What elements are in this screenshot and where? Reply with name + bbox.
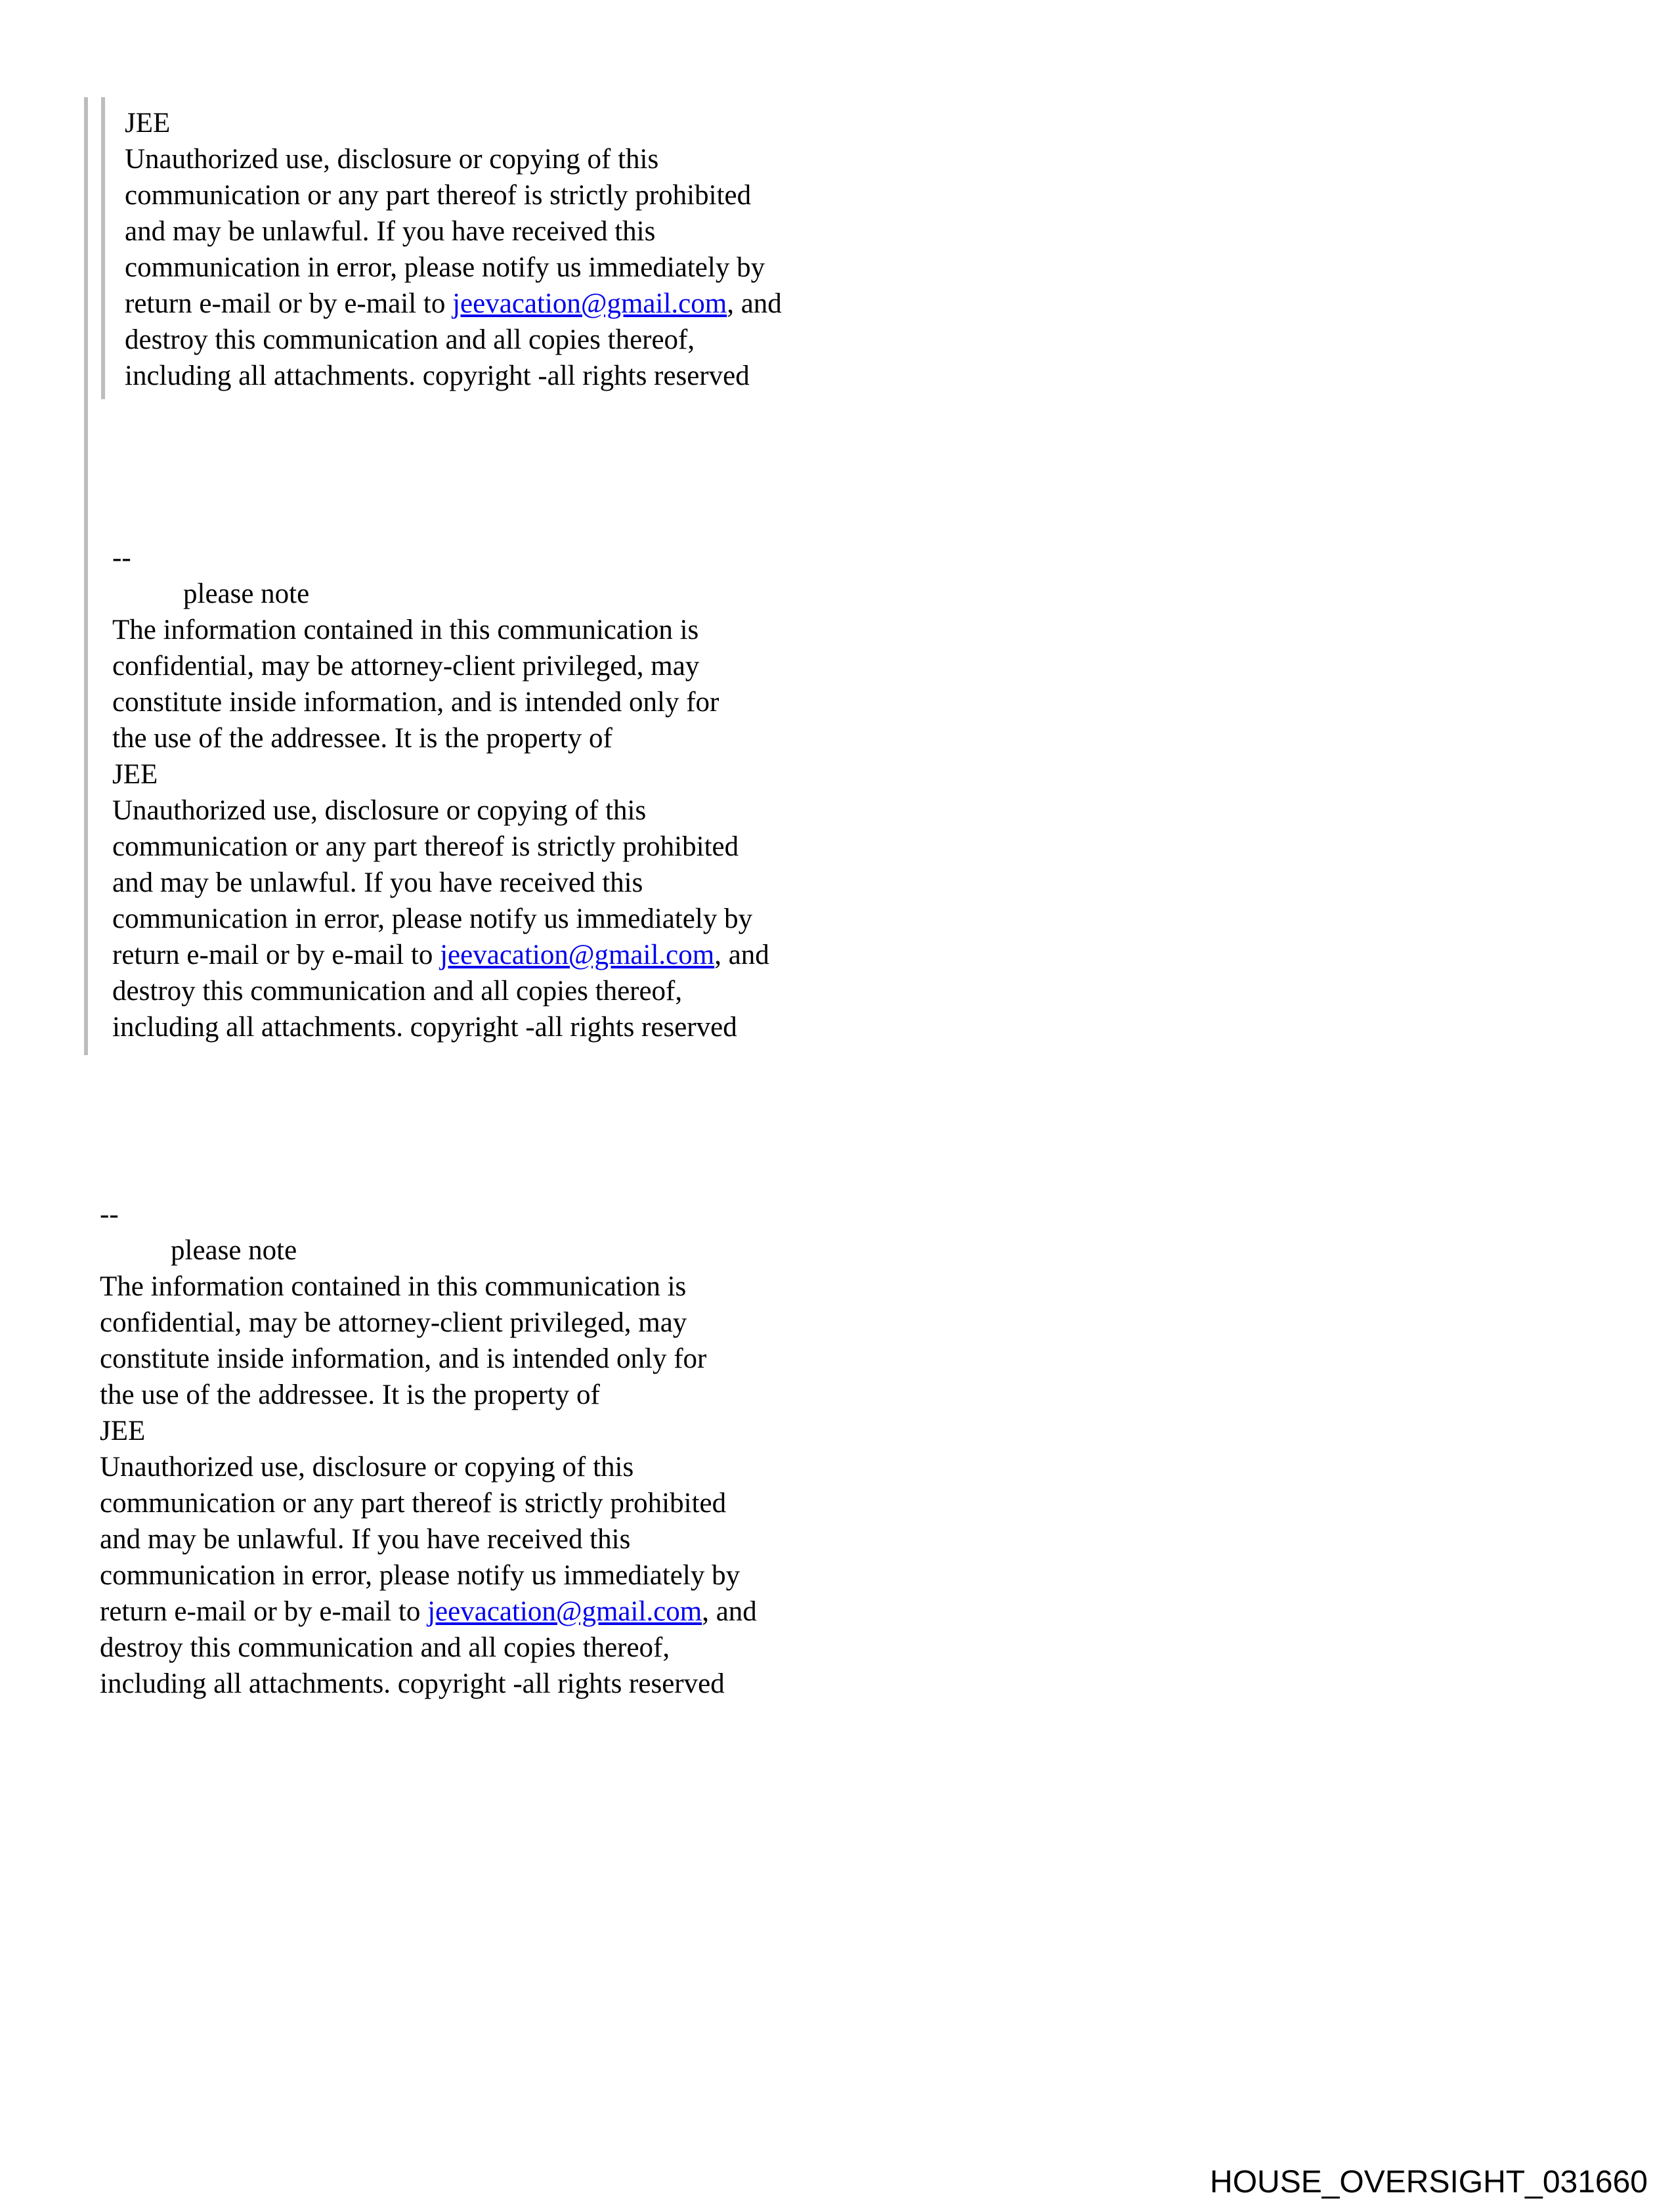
disclaimer-line	[112, 756, 769, 792]
disclaimer-line	[112, 576, 769, 612]
text-segment: including all attachments. copyright -all rights reserved	[125, 360, 750, 391]
text-segment: , and	[714, 940, 769, 970]
disclaimer-line	[112, 865, 769, 901]
disclaimer-line	[125, 141, 782, 177]
disclaimer-line	[100, 1449, 757, 1485]
text-segment: and may be unlawful. If you have received this	[100, 1524, 631, 1555]
text-segment: JEE	[112, 759, 158, 790]
email-link[interactable]: jeevacation@gmail.com	[427, 1596, 702, 1627]
text-segment: communication in error, please notify us immediately by	[100, 1560, 740, 1591]
disclaimer-line	[125, 213, 782, 249]
disclaimer-line	[112, 937, 769, 973]
text-segment: The information contained in this communication is	[112, 615, 699, 645]
text-segment: return e-mail or by e-mail to	[100, 1596, 428, 1627]
text-segment: return e-mail or by e-mail to	[125, 288, 453, 319]
disclaimer-line	[112, 901, 769, 937]
disclaimer-line	[100, 1232, 757, 1269]
disclaimer-line	[112, 1009, 769, 1045]
text-segment: The information contained in this communication is	[100, 1271, 687, 1302]
disclaimer-block-3	[100, 1196, 757, 1702]
text-segment: constitute inside information, and is intended only for	[112, 687, 719, 718]
text-segment: JEE	[100, 1416, 146, 1446]
disclaimer-block-1	[125, 105, 782, 394]
email-link[interactable]: jeevacation@gmail.com	[440, 940, 715, 970]
disclaimer-line	[112, 612, 769, 648]
text-segment: please note	[171, 1235, 297, 1266]
disclaimer-line	[100, 1666, 757, 1702]
text-segment: Unauthorized use, disclosure or copying of this	[100, 1452, 634, 1483]
quote-bar-inner	[101, 97, 105, 399]
disclaimer-line	[125, 358, 782, 394]
disclaimer-line	[100, 1413, 757, 1449]
text-segment: --	[100, 1199, 119, 1230]
disclaimer-line	[100, 1521, 757, 1557]
text-segment: and may be unlawful. If you have received this	[112, 867, 643, 898]
text-segment: the use of the addressee. It is the property of	[100, 1379, 600, 1410]
text-segment: confidential, may be attorney-client privileged, may	[112, 651, 700, 682]
disclaimer-line	[100, 1305, 757, 1341]
text-segment: communication in error, please notify us immediately by	[112, 903, 753, 934]
disclaimer-line	[112, 829, 769, 865]
text-segment: JEE	[125, 108, 171, 139]
text-segment: including all attachments. copyright -all rights reserved	[100, 1668, 725, 1699]
text-segment: the use of the addressee. It is the property of	[112, 723, 612, 754]
text-segment: communication or any part thereof is strictly prohibited	[112, 831, 739, 862]
disclaimer-line	[112, 540, 769, 576]
disclaimer-line	[112, 792, 769, 829]
disclaimer-line	[125, 177, 782, 213]
quote-bar-outer	[84, 97, 88, 1055]
text-segment: and may be unlawful. If you have received this	[125, 216, 656, 247]
disclaimer-line	[125, 249, 782, 286]
text-segment: communication or any part thereof is strictly prohibited	[125, 180, 752, 211]
text-segment: confidential, may be attorney-client privileged, may	[100, 1307, 687, 1338]
text-segment: Unauthorized use, disclosure or copying of this	[125, 144, 659, 175]
disclaimer-line	[125, 322, 782, 358]
text-segment: return e-mail or by e-mail to	[112, 940, 440, 970]
disclaimer-line	[125, 105, 782, 141]
text-segment: constitute inside information, and is intended only for	[100, 1343, 707, 1374]
disclaimer-line	[100, 1594, 757, 1630]
text-segment: destroy this communication and all copies thereof,	[112, 976, 683, 1007]
disclaimer-line	[100, 1630, 757, 1666]
text-segment: including all attachments. copyright -all rights reserved	[112, 1012, 737, 1043]
text-segment: , and	[702, 1596, 757, 1627]
text-segment: communication in error, please notify us immediately by	[125, 252, 765, 283]
text-segment: destroy this communication and all copies thereof,	[100, 1632, 670, 1663]
disclaimer-line	[100, 1557, 757, 1594]
email-link[interactable]: jeevacation@gmail.com	[452, 288, 727, 319]
disclaimer-line	[100, 1341, 757, 1377]
disclaimer-line	[125, 286, 782, 322]
text-segment: Unauthorized use, disclosure or copying of this	[112, 795, 647, 826]
disclaimer-block-2	[112, 540, 769, 1045]
disclaimer-line	[100, 1377, 757, 1413]
bates-number: HOUSE_OVERSIGHT_031660	[1210, 2165, 1648, 2200]
text-segment: --	[112, 542, 131, 573]
disclaimer-line	[112, 720, 769, 756]
text-segment: , and	[727, 288, 782, 319]
text-segment: please note	[183, 578, 310, 609]
disclaimer-line	[112, 684, 769, 720]
disclaimer-line	[100, 1485, 757, 1521]
disclaimer-line	[100, 1269, 757, 1305]
disclaimer-line	[100, 1196, 757, 1232]
disclaimer-line	[112, 973, 769, 1009]
disclaimer-line	[112, 648, 769, 684]
text-segment: communication or any part thereof is strictly prohibited	[100, 1488, 727, 1519]
text-segment: destroy this communication and all copies thereof,	[125, 324, 695, 355]
